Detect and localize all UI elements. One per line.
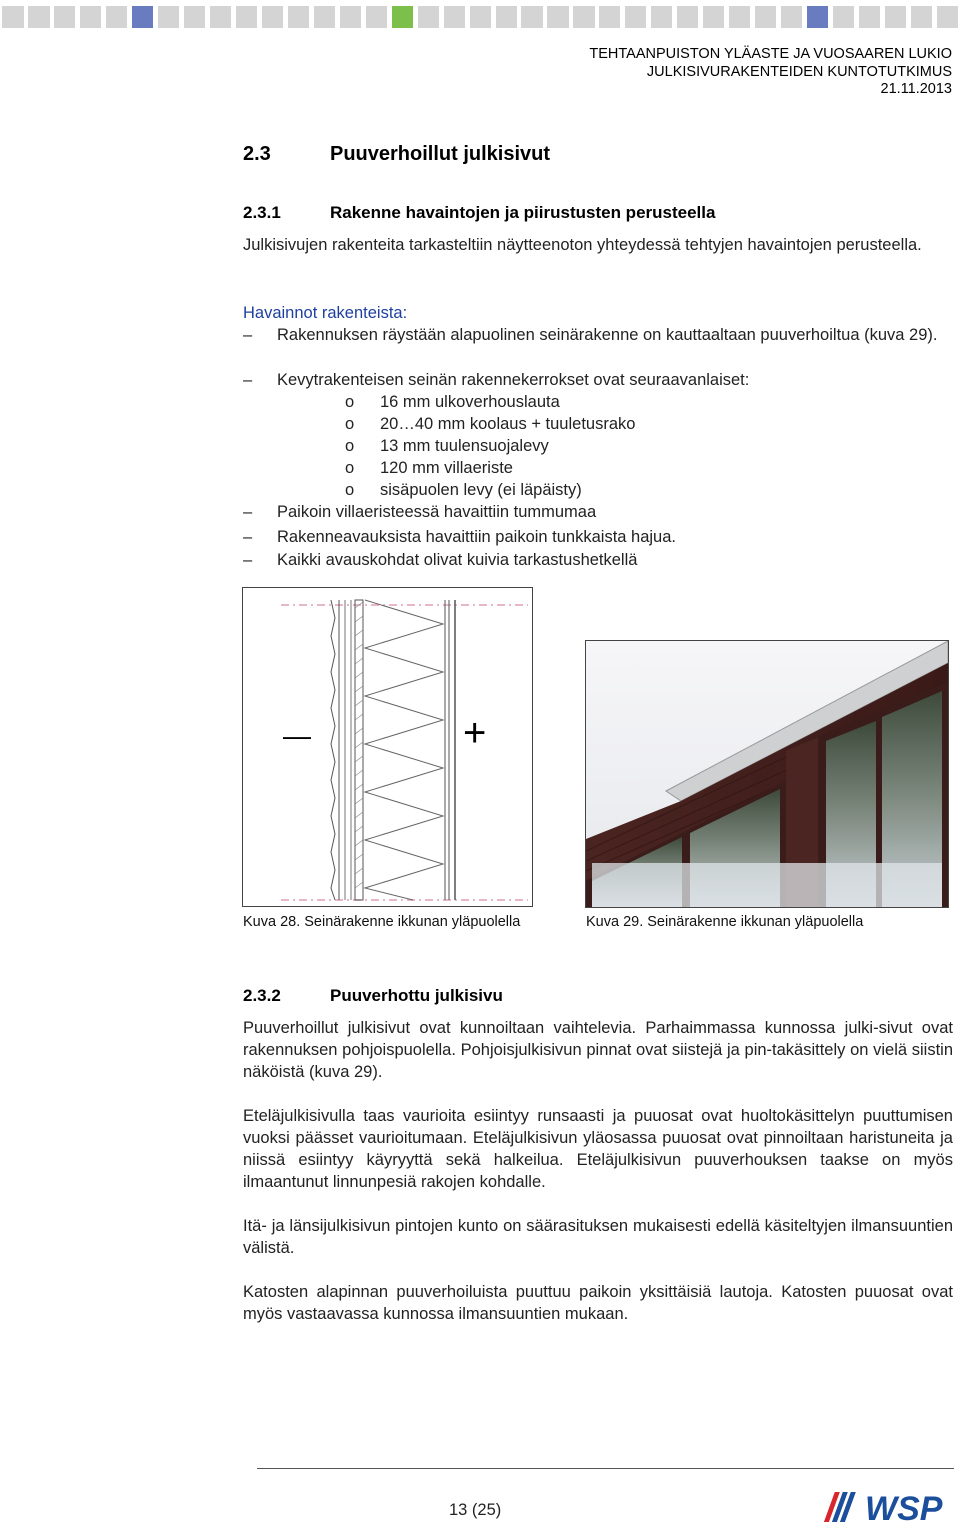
color-square [418, 6, 439, 28]
decorative-color-strip [0, 0, 960, 34]
list-item-text: Kaikki avauskohdat olivat kuivia tarkastushetkellä [277, 551, 638, 569]
body-paragraph: Itä- ja länsijulkisivun pintojen kunto on säärasituksen mukaisesti edellä käsiteltyjen ilmansuuntien välistä. [243, 1217, 953, 1257]
subsection-heading [243, 986, 503, 1006]
subsection-title: Rakenne havaintojen ja piirustusten perusteella [330, 203, 716, 222]
color-square [444, 6, 465, 28]
subsection-heading [243, 203, 715, 223]
color-square [288, 6, 309, 28]
color-square [106, 6, 127, 28]
header-date: 21.11.2013 [880, 81, 952, 97]
dash-marker: – [243, 326, 253, 344]
bullet-marker: o [345, 437, 355, 455]
footer-divider [257, 1468, 954, 1469]
section-number: 2.3 [243, 143, 271, 165]
figure-29-caption: Kuva 29. Seinärakenne ikkunan yläpuolella [586, 914, 864, 930]
dash-marker: – [243, 503, 253, 521]
section-title: Puuverhoillut julkisivut [330, 143, 551, 165]
color-square [677, 6, 698, 28]
observations-heading: Havainnot rakenteista: [243, 304, 408, 322]
color-square [755, 6, 776, 28]
list-item-text: Paikoin villaeristeessä havaittiin tummumaa [277, 503, 597, 521]
wsp-logo [819, 1486, 954, 1526]
list-item-text: Rakenneavauksista havaittiin paikoin tunkkaista hajua. [277, 528, 676, 546]
wsp-logo-text: WSP [865, 1490, 943, 1526]
subsection-number: 2.3.1 [243, 203, 281, 222]
color-square [859, 6, 880, 28]
section-heading [243, 143, 550, 166]
color-square [54, 6, 75, 28]
color-square [547, 6, 568, 28]
layer-item-text: 13 mm tuulensuojalevy [380, 437, 549, 455]
bullet-marker: o [345, 415, 355, 433]
dash-marker: – [243, 528, 253, 546]
list-item [243, 526, 953, 548]
subsection-title: Puuverhottu julkisivu [330, 986, 503, 1005]
color-square [521, 6, 542, 28]
color-square [366, 6, 387, 28]
page-header [589, 46, 952, 99]
layer-item-text: 20…40 mm koolaus + tuuletusrako [380, 415, 636, 433]
bullet-marker: o [345, 481, 355, 499]
body-paragraph: Eteläjulkisivulla taas vaurioita esiintyy runsaasti ja puuosat ovat huoltokäsittelyn puuttumisen vuoksi päässet vaurioitumaan. Eteläjulkisivun yläosassa puuosat ovat pinnoiltaan haristuneita ja niissä esiintyy käyryyttä sekä halkeilua. Eteläjulkisivun puuverhouksen taakse on myös ilmaantunut linnunpesiä rakojen kohdalle. [243, 1107, 953, 1191]
body-paragraph: Puuverhoillut julkisivut ovat kunnoiltaan vaihtelevia. Parhaimmassa kunnossa julki-sivut ovat rakennuksen pohjoispuolella. Pohjoisjulkisivun pinnat ovat siistejä ja pin-takäsittely on vielä siistin näköistä (kuva 29). [243, 1019, 953, 1081]
color-square [132, 6, 153, 28]
color-square [28, 6, 49, 28]
list-item [243, 549, 953, 571]
color-square [496, 6, 517, 28]
color-square [470, 6, 491, 28]
color-square [833, 6, 854, 28]
list-item-text: Kevytrakenteisen seinän rakennekerrokset ovat seuraavanlaiset: [277, 371, 750, 389]
color-square [2, 6, 23, 28]
subsection-number: 2.3.2 [243, 986, 281, 1005]
dash-marker: – [243, 371, 253, 389]
inside-plus-sign: + [463, 711, 487, 755]
list-item [243, 324, 953, 368]
color-square [937, 6, 958, 28]
color-square [729, 6, 750, 28]
list-item [243, 369, 953, 391]
color-square [392, 6, 413, 28]
facade-photo [585, 640, 949, 908]
body-paragraph: Katosten alapinnan puuverhoiluista puuttuu paikoin yksittäisiä lautoja. Katosten puuosat ovat myös vastaavassa kunnossa ilmansuuntien mukaan. [243, 1283, 953, 1323]
intro-paragraph: Julkisivujen rakenteita tarkasteltiin näytteenoton yhteydessä tehtyjen havaintojen perusteella. [243, 236, 922, 254]
dash-marker: – [243, 551, 253, 569]
color-square [781, 6, 802, 28]
color-square [807, 6, 828, 28]
figure-28-caption: Kuva 28. Seinärakenne ikkunan yläpuolella [243, 914, 521, 930]
page-number: 13 (25) [449, 1501, 502, 1519]
color-square [184, 6, 205, 28]
color-square [573, 6, 594, 28]
layer-item-text: 16 mm ulkoverhouslauta [380, 393, 560, 411]
bullet-marker: o [345, 393, 355, 411]
color-square [210, 6, 231, 28]
color-square [314, 6, 335, 28]
layer-item-text: 120 mm villaeriste [380, 459, 513, 477]
color-square [911, 6, 932, 28]
outside-minus-sign: — [283, 720, 311, 751]
wall-section-drawing [242, 587, 533, 907]
layer-item-text: sisäpuolen levy (ei läpäisty) [380, 481, 582, 499]
color-square [651, 6, 672, 28]
color-square [703, 6, 724, 28]
color-square [158, 6, 179, 28]
list-item [243, 501, 953, 523]
color-square [80, 6, 101, 28]
list-item-text: Rakennuksen räystään alapuolinen seinärakenne on kauttaaltaan puuverhoiltua (kuva 29). [277, 326, 938, 344]
color-square [262, 6, 283, 28]
header-report-title: JULKISIVURAKENTEIDEN KUNTOTUTKIMUS [646, 63, 952, 80]
facade-photo-svg [586, 641, 948, 907]
color-square [236, 6, 257, 28]
color-square [340, 6, 361, 28]
header-project-title: TEHTAANPUISTON YLÄASTE JA VUOSAAREN LUKIO [589, 46, 952, 62]
color-square [599, 6, 620, 28]
color-square [885, 6, 906, 28]
color-square [625, 6, 646, 28]
bullet-marker: o [345, 459, 355, 477]
wsp-logo-mark [819, 1486, 954, 1526]
